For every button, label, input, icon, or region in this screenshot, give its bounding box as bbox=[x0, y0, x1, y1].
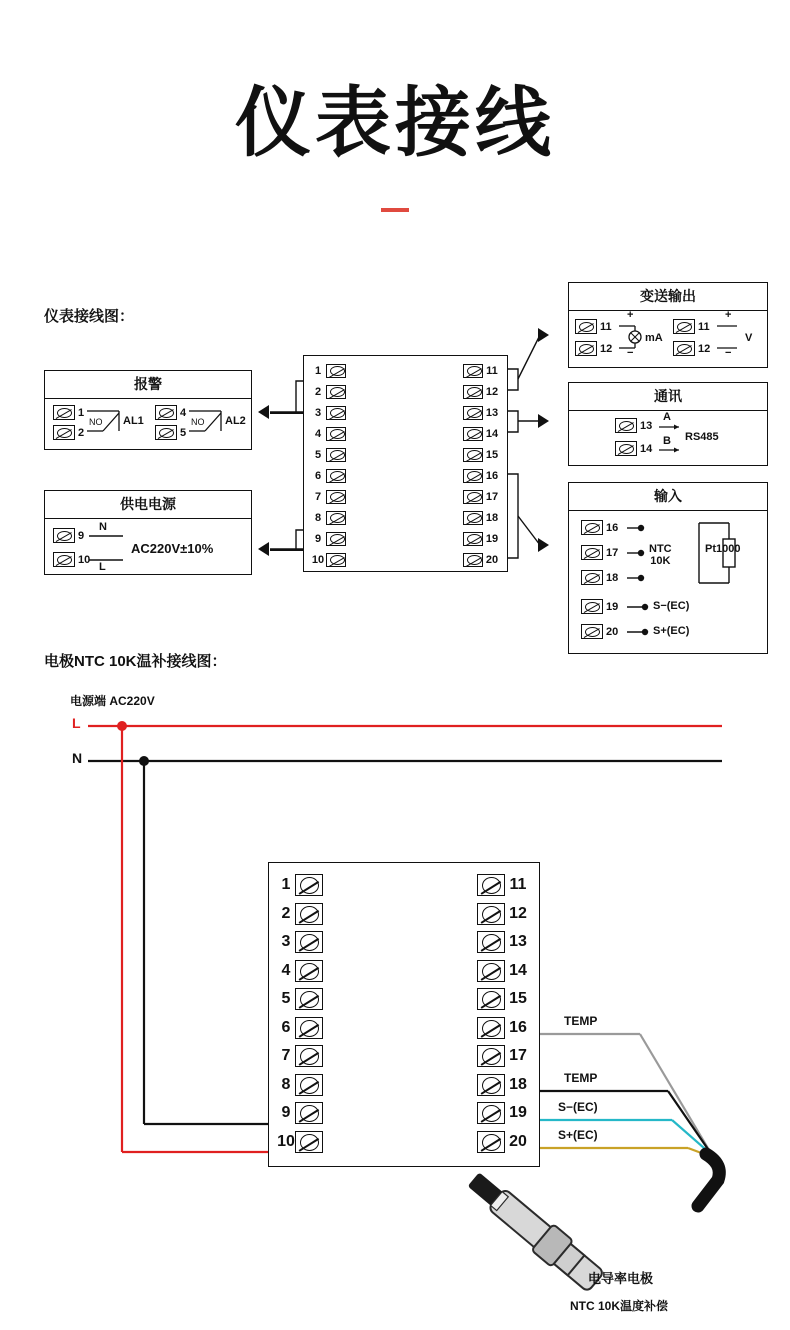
alarm-al2-label: AL2 bbox=[225, 415, 246, 427]
transmit-V-minus: − bbox=[725, 347, 732, 359]
arrow-comm-head bbox=[538, 414, 549, 428]
terminal-screw-icon bbox=[477, 903, 505, 925]
power-term-9: 9 bbox=[78, 529, 85, 542]
title-divider bbox=[381, 208, 409, 212]
comm-standard: RS485 bbox=[685, 431, 719, 443]
tb-left-num: 9 bbox=[314, 532, 322, 545]
tb2-left-num: 2 bbox=[281, 904, 291, 922]
tb2-left-num: 9 bbox=[281, 1104, 291, 1122]
power-l-label: L bbox=[99, 561, 106, 573]
tb2-right-num: 13 bbox=[509, 933, 527, 951]
input-label-19: S−(EC) bbox=[653, 600, 690, 612]
tb2-left-num: 1 bbox=[281, 876, 291, 894]
input-term-17: 17 bbox=[606, 546, 619, 559]
comm-title: 通讯 bbox=[569, 383, 767, 411]
transmit-V-term-11: 11 bbox=[698, 320, 710, 333]
tb2-right-num: 17 bbox=[509, 1047, 527, 1065]
wire-label-s-minus: S−(EC) bbox=[558, 1100, 598, 1114]
tb2-left-num: 6 bbox=[281, 1018, 291, 1036]
input-term-18: 18 bbox=[606, 571, 619, 584]
transmit-mA-plus: + bbox=[627, 309, 634, 321]
comm-term-14: 14 bbox=[640, 442, 653, 455]
input-term-16: 16 bbox=[606, 521, 619, 534]
tb2-left-num: 4 bbox=[281, 961, 291, 979]
tb-right-num: 18 bbox=[485, 511, 499, 524]
lower-L-label: L bbox=[72, 715, 81, 731]
input-term-20: 20 bbox=[606, 625, 619, 638]
alarm-title: 报警 bbox=[45, 371, 251, 399]
terminal-screw-icon bbox=[295, 903, 323, 925]
arrow-input-head bbox=[538, 538, 549, 552]
transmit-mA-term-11: 11 bbox=[600, 320, 612, 333]
tb-left-num: 6 bbox=[314, 469, 322, 482]
tb2-right-num: 12 bbox=[509, 904, 527, 922]
tb-right-num: 17 bbox=[485, 490, 499, 503]
alarm-no-label-1: NO bbox=[89, 417, 103, 427]
alarm-term-5: 5 bbox=[180, 426, 187, 439]
tb-right-num: 20 bbox=[485, 553, 499, 566]
terminal-screw-icon bbox=[295, 988, 323, 1010]
power-title: 供电电源 bbox=[45, 491, 251, 519]
tb-left-num: 4 bbox=[314, 427, 322, 440]
ec-probe-illustration bbox=[0, 1190, 790, 1330]
tb2-right-num: 16 bbox=[509, 1018, 527, 1036]
comm-term-13: 13 bbox=[640, 419, 653, 432]
tb2-right-num: 20 bbox=[509, 1132, 527, 1150]
tb-left-num: 10 bbox=[311, 553, 325, 566]
lower-N-label: N bbox=[72, 750, 83, 766]
electrode-heading: 电极NTC 10K温补接线图： bbox=[44, 653, 227, 670]
tb2-left-num: 8 bbox=[281, 1075, 291, 1093]
terminal-screw-icon bbox=[477, 988, 505, 1010]
alarm-term-1: 1 bbox=[78, 406, 85, 419]
wire-label-s-plus: S+(EC) bbox=[558, 1128, 598, 1142]
wiring-diagram-heading: 仪表接线图： bbox=[44, 308, 135, 325]
input-block bbox=[568, 482, 768, 654]
transmit-mA-term-12: 12 bbox=[600, 342, 613, 355]
terminal-screw-icon bbox=[477, 874, 505, 896]
probe-caption-1: 电导率电极 bbox=[588, 1271, 654, 1286]
tb-right-num: 13 bbox=[485, 406, 499, 419]
page-title: 仪表接线 bbox=[235, 78, 555, 167]
transmit-V-symbol bbox=[667, 311, 790, 369]
tb-left-num: 1 bbox=[314, 364, 322, 377]
comm-block bbox=[568, 382, 768, 466]
tb2-left-num: 7 bbox=[281, 1047, 291, 1065]
input-resistor-label: Pt1000 bbox=[705, 543, 741, 555]
comm-signal-a: A bbox=[663, 411, 671, 423]
tb-right-num: 16 bbox=[485, 469, 499, 482]
tb2-right-num: 14 bbox=[509, 961, 527, 979]
tb-left-num: 8 bbox=[314, 511, 322, 524]
transmit-V-plus: + bbox=[725, 309, 732, 321]
arrow-transmit-head bbox=[538, 328, 549, 342]
comm-signal-b: B bbox=[663, 435, 671, 447]
tb2-left-num: 10 bbox=[277, 1132, 295, 1150]
tb-right-num: 11 bbox=[486, 364, 498, 377]
terminal-screw-icon bbox=[295, 960, 323, 982]
transmit-mA-minus: − bbox=[627, 347, 634, 359]
tb-right-num: 12 bbox=[485, 385, 499, 398]
alarm-al1-label: AL1 bbox=[123, 415, 144, 427]
alarm-term-2: 2 bbox=[78, 426, 85, 439]
terminal-screw-icon bbox=[295, 874, 323, 896]
transmit-output-block bbox=[568, 282, 768, 368]
tb-left-num: 3 bbox=[314, 406, 322, 419]
alarm-no-label-2: NO bbox=[191, 417, 205, 427]
transmit-V-term-12: 12 bbox=[698, 342, 711, 355]
tb-left-num: 2 bbox=[314, 385, 322, 398]
power-term-10: 10 bbox=[78, 553, 91, 566]
power-source-label: 电源端 AC220V bbox=[70, 694, 155, 708]
tb-right-num: 14 bbox=[485, 427, 499, 440]
tb-right-num: 15 bbox=[485, 448, 499, 461]
terminal-screw-icon bbox=[477, 931, 505, 953]
power-n-label: N bbox=[99, 521, 107, 533]
tb-left-num: 5 bbox=[314, 448, 322, 461]
alarm-term-4: 4 bbox=[180, 406, 187, 419]
power-spec: AC220V±10% bbox=[131, 541, 214, 556]
wire-label-temp-18: TEMP bbox=[564, 1071, 598, 1085]
tb2-right-num: 19 bbox=[509, 1104, 527, 1122]
tb-right-num: 19 bbox=[485, 532, 499, 545]
transmit-V-unit: V bbox=[745, 332, 753, 344]
terminal-screw-icon bbox=[295, 931, 323, 953]
input-title: 输入 bbox=[569, 483, 767, 511]
input-term-19: 19 bbox=[606, 600, 619, 613]
tb2-right-num: 11 bbox=[509, 876, 527, 894]
transmit-mA-unit: mA bbox=[645, 332, 663, 344]
tb-left-num: 7 bbox=[314, 490, 322, 503]
input-sensor-label: NTC 10K bbox=[649, 543, 672, 567]
tb2-right-num: 18 bbox=[509, 1075, 527, 1093]
input-label-20: S+(EC) bbox=[653, 625, 690, 637]
tb2-left-num: 5 bbox=[281, 990, 291, 1008]
transmit-title: 变送输出 bbox=[569, 283, 767, 311]
tb2-right-num: 15 bbox=[509, 990, 527, 1008]
terminal-screw-icon bbox=[477, 960, 505, 982]
wire-label-temp-16: TEMP bbox=[564, 1014, 598, 1028]
probe-caption-2: NTC 10K温度补偿 bbox=[570, 1299, 669, 1313]
tb2-left-num: 3 bbox=[281, 933, 291, 951]
